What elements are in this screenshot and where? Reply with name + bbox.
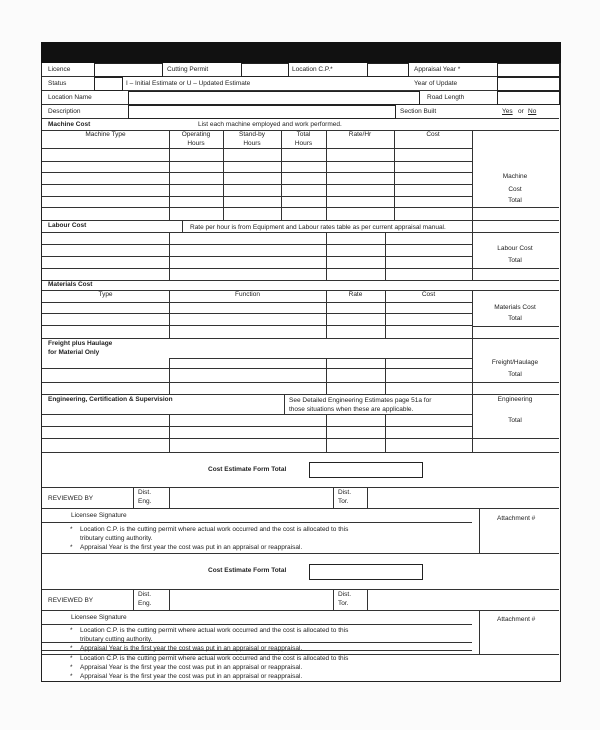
labour-cost-note: Rate per hour is from Equipment and Labour rates table as per current appraisal manual. <box>190 224 446 231</box>
footnote: Location C.P. is the cutting permit where actual work occurred and the cost is allocated to this <box>80 655 349 662</box>
grid-line <box>42 280 559 281</box>
grid-line <box>42 148 472 149</box>
status-note: I – Initial Estimate or U – Updated Estimate <box>126 80 251 87</box>
grid-line <box>472 290 473 338</box>
grid-line <box>326 358 327 394</box>
grid-line <box>472 438 559 439</box>
col-rate-hr: Rate/Hr <box>348 131 372 138</box>
footnote-bullet: * <box>70 526 73 533</box>
freight-title: Freight plus Haulage <box>48 340 113 347</box>
grid-line <box>42 244 472 245</box>
grid-line <box>385 358 386 394</box>
col-rate: Rate <box>348 291 363 298</box>
grid-line <box>42 196 472 197</box>
grid-line <box>326 414 327 452</box>
col-materials-cost: Cost <box>421 291 436 298</box>
dist-eng-label: Dist. <box>138 591 151 598</box>
col-type: Type <box>98 291 113 298</box>
grid-line <box>42 382 472 383</box>
freight-total-label: Total <box>508 371 522 378</box>
grid-line <box>42 338 559 339</box>
grid-line <box>169 358 472 359</box>
engineering-title: Engineering, Certification & Supervision <box>48 396 173 403</box>
description-field[interactable] <box>128 105 396 119</box>
engineering-note: See Detailed Engineering Estimates page 51a for <box>289 397 432 404</box>
grid-line <box>169 487 170 508</box>
engineering-note2: those situations when these are applicable. <box>289 406 414 413</box>
grid-line <box>42 414 472 415</box>
machine-total-label: Total <box>508 197 522 204</box>
materials-summary-label: Materials Cost <box>494 304 536 311</box>
grid-line <box>42 256 472 257</box>
grid-line <box>42 232 559 233</box>
appraisal-year-field[interactable] <box>497 63 560 77</box>
reviewed-by-label: REVIEWED BY <box>48 597 94 604</box>
footnote: Location C.P. is the cutting permit where actual work occurred and the cost is allocated to this <box>80 526 349 533</box>
signature-label: Licensee Signature <box>71 512 127 519</box>
engineering-summary-label: Engineering <box>497 396 533 403</box>
labour-total-label: Total <box>508 257 522 264</box>
labour-summary-label: Labour Cost <box>497 245 533 252</box>
form-total-field[interactable] <box>309 564 423 580</box>
licence-field[interactable] <box>94 63 163 77</box>
col-standby-hours: Hours <box>243 140 261 147</box>
grid-line <box>333 589 334 610</box>
or-label: or <box>518 108 524 115</box>
grid-line <box>169 358 170 394</box>
footnote: Appraisal Year is the first year the cost was put in an appraisal or reappraisal. <box>80 664 303 671</box>
col-cost: Cost <box>426 131 440 138</box>
materials-cost-title: Materials Cost <box>48 281 93 288</box>
grid-line <box>42 508 559 509</box>
dist-tor-label: Dist. <box>338 489 351 496</box>
col-standby: Stand-by <box>238 131 266 138</box>
no-option[interactable]: No <box>528 108 537 115</box>
col-total: Total <box>296 131 311 138</box>
grid-line <box>42 290 559 291</box>
footnote: tributary cutting authority. <box>80 535 153 542</box>
grid-line <box>326 130 327 220</box>
cutting-permit-field[interactable] <box>241 63 289 77</box>
grid-line <box>133 487 134 508</box>
machine-summary-label: Machine <box>502 173 528 180</box>
description-label: Description <box>48 108 81 115</box>
grid-line <box>385 232 386 280</box>
licence-label: Licence <box>48 66 71 73</box>
footnote-bullet: * <box>70 544 73 551</box>
freight-summary-label: Freight/Haulage <box>491 359 539 366</box>
col-machine-type: Machine Type <box>85 131 126 138</box>
status-field[interactable] <box>94 77 123 91</box>
grid-line <box>394 130 395 220</box>
grid-line <box>385 414 386 452</box>
grid-line <box>472 326 559 327</box>
dist-tor-label2: Tor. <box>338 498 349 505</box>
grid-line <box>42 220 559 221</box>
grid-line <box>42 368 472 369</box>
grid-line <box>169 232 170 280</box>
year-of-update-label: Year of Update <box>414 80 458 87</box>
footnote-bullet: * <box>70 627 73 634</box>
grid-line <box>472 382 559 383</box>
location-cp-label: Location C.P.* <box>292 66 333 73</box>
footnote-bullet: * <box>70 645 73 652</box>
form-total-label: Cost Estimate Form Total <box>208 466 287 473</box>
grid-line <box>42 426 472 427</box>
col-total-hours: Hours <box>294 140 313 147</box>
grid-line <box>42 268 472 269</box>
grid-line <box>42 172 472 173</box>
road-length-field[interactable] <box>497 91 560 105</box>
grid-line <box>42 302 472 303</box>
location-name-field[interactable] <box>128 91 420 105</box>
grid-line <box>42 452 559 453</box>
footnote: Appraisal Year is the first year the cost was put in an appraisal or reappraisal. <box>80 673 303 680</box>
attachment-label: Attachment # <box>497 515 536 522</box>
machine-summary-label2: Cost <box>508 186 522 193</box>
labour-cost-title: Labour Cost <box>48 222 87 229</box>
grid-line <box>42 184 472 185</box>
grid-line <box>42 487 559 488</box>
header-bar <box>41 42 561 63</box>
dist-eng-label2: Eng. <box>138 498 152 505</box>
road-length-label: Road Length <box>427 94 465 101</box>
col-function: Function <box>235 291 260 298</box>
grid-line <box>326 232 327 280</box>
grid-line <box>169 589 170 610</box>
grid-line <box>42 553 559 554</box>
col-operating: Operating <box>181 131 211 138</box>
signature-label: Licensee Signature <box>71 614 127 621</box>
status-label: Status <box>48 80 67 87</box>
form-total-field[interactable] <box>309 462 423 478</box>
grid-line <box>472 207 559 208</box>
grid-line <box>472 268 559 269</box>
grid-line <box>42 438 472 439</box>
yes-option[interactable]: Yes <box>502 108 513 115</box>
grid-line <box>42 610 559 611</box>
location-cp-field[interactable] <box>367 63 409 77</box>
grid-line <box>42 207 472 208</box>
appraisal-year-label: Appraisal Year * <box>414 66 461 73</box>
grid-line <box>479 610 480 654</box>
grid-line <box>42 589 559 590</box>
grid-line <box>367 487 368 508</box>
year-of-update-field[interactable] <box>497 77 560 91</box>
location-name-label: Location Name <box>48 94 92 101</box>
col-operating-hours: Hours <box>187 140 205 147</box>
grid-line <box>169 414 170 452</box>
cutting-permit-label: Cutting Permit <box>167 66 209 73</box>
grid-line <box>42 624 472 625</box>
grid-line <box>42 325 472 326</box>
dist-tor-label: Dist. <box>338 591 351 598</box>
footnote: Appraisal Year is the first year the cost was put in an appraisal or reappraisal. <box>80 544 303 551</box>
machine-cost-title: Machine Cost <box>48 121 91 128</box>
form-total-label: Cost Estimate Form Total <box>208 567 287 574</box>
section-built-label: Section Built <box>400 108 437 115</box>
grid-line <box>42 394 559 395</box>
grid-line <box>284 394 285 414</box>
engineering-total-label: Total <box>508 417 522 424</box>
grid-line <box>182 220 183 232</box>
grid-line <box>333 487 334 508</box>
grid-line <box>42 522 472 523</box>
materials-total-label: Total <box>508 315 522 322</box>
attachment-label: Attachment # <box>497 616 536 623</box>
dist-eng-label2: Eng. <box>138 600 152 607</box>
grid-line <box>42 161 472 162</box>
grid-line <box>133 589 134 610</box>
freight-title2: for Material Only <box>48 349 100 356</box>
dist-eng-label: Dist. <box>138 489 151 496</box>
footnote: Appraisal Year is the first year the cost was put in an appraisal or reappraisal. <box>80 645 303 652</box>
footnote-bullet: * <box>70 655 73 662</box>
reviewed-by-label: REVIEWED BY <box>48 495 94 502</box>
footnote-bullet: * <box>70 664 73 671</box>
grid-line <box>367 589 368 610</box>
footnote-bullet: * <box>70 673 73 680</box>
grid-line <box>479 508 480 553</box>
footnote: Location C.P. is the cutting permit where actual work occurred and the cost is allocated to this <box>80 627 349 634</box>
footnote: tributary cutting authority. <box>80 636 153 643</box>
machine-cost-note: List each machine employed and work performed. <box>198 121 342 128</box>
dist-tor-label2: Tor. <box>338 600 349 607</box>
grid-line <box>42 313 472 314</box>
